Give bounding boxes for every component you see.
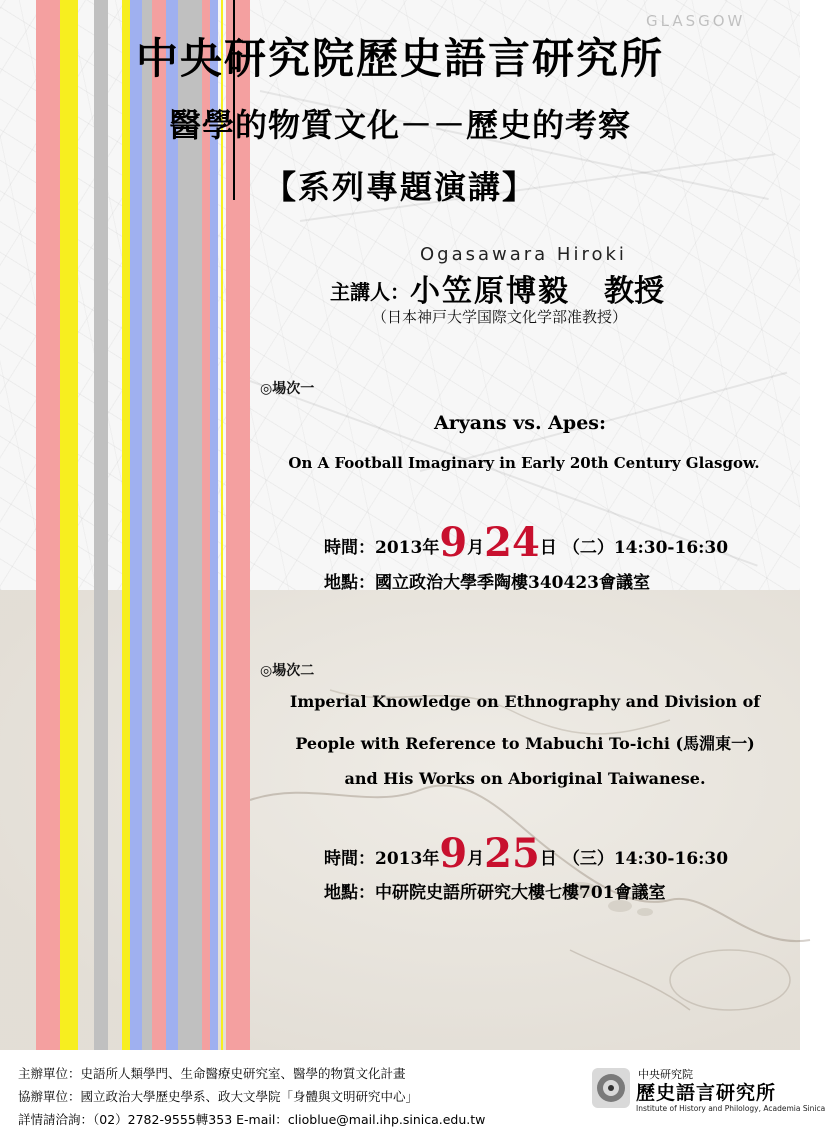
- map-city-label: GLASGOW: [646, 12, 746, 30]
- speaker-rank: 教授: [604, 274, 664, 309]
- institute-seal-icon: [590, 1064, 632, 1112]
- organizer-line: 主辦單位：史語所人類學門、生命醫療史研究室、醫學的物質文化計畫: [18, 1066, 406, 1081]
- decorative-stripe-yellow: [122, 0, 130, 1050]
- decorative-stripe-pink: [36, 0, 60, 1050]
- decorative-stripe-yellow: [221, 0, 223, 1050]
- session-2-title-line-1: Imperial Knowledge on Ethnography and Division of: [289, 692, 761, 711]
- session-1-venue: 地點：國立政治大學季陶樓340423會議室: [324, 573, 650, 593]
- decorative-stripe-gray: [178, 0, 202, 1050]
- decorative-stripe-yellow: [60, 0, 78, 1050]
- session-2-month: 9: [439, 830, 468, 877]
- session-2-day: 25: [484, 830, 540, 877]
- speaker-romanized-name: Ogasawara Hiroki: [420, 244, 627, 265]
- institute-logo: [590, 1062, 825, 1122]
- decorative-stripe-blue: [210, 0, 218, 1050]
- session-2-day-unit: 日: [539, 849, 557, 869]
- logo-institute-text: 歷史語言研究所: [636, 1082, 777, 1104]
- session-1-month-unit: 月: [467, 538, 485, 558]
- session-2-time: [324, 830, 729, 877]
- decorative-stripe-gray: [142, 0, 152, 1050]
- session-2-time-label: 時間：2013年: [324, 849, 440, 869]
- decorative-stripe-blue: [166, 0, 178, 1050]
- decorative-stripe-blue: [130, 0, 142, 1050]
- decorative-stripe-pink: [152, 0, 166, 1050]
- session-1-title-line-2: On A Football Imaginary in Early 20th Century Glasgow.: [288, 454, 760, 472]
- session-1-time: [324, 519, 729, 566]
- session-1-label: ◎場次一: [260, 381, 315, 397]
- decorative-stripe-pink: [202, 0, 210, 1050]
- session-2-weekday-time: （三）14:30-16:30: [562, 849, 729, 869]
- session-1-day-unit: 日: [539, 538, 557, 558]
- speaker-label: 主講人：: [330, 280, 410, 304]
- session-1-time-label: 時間：2013年: [324, 538, 440, 558]
- speaker-name: 小笠原博毅: [410, 274, 570, 309]
- logo-english-text: Institute of History and Philology, Academia Sinica: [636, 1104, 825, 1113]
- series-title: 【系列專題演講】: [263, 168, 536, 206]
- session-2-label: ◎場次二: [260, 663, 315, 679]
- session-2-month-unit: 月: [467, 849, 485, 869]
- speaker-line: [330, 266, 664, 310]
- contact-line: 詳情請洽詢：（02）2782-9555轉353 E-mail：clioblue@mail.ihp.sinica.edu.tw: [18, 1112, 486, 1127]
- session-2-title-line-2: People with Reference to Mabuchi To-ichi (馬淵東一): [295, 734, 755, 753]
- session-1-day: 24: [484, 519, 540, 566]
- session-2-title-line-3: and His Works on Aboriginal Taiwanese.: [344, 769, 706, 788]
- logo-academia-text: 中央研究院: [638, 1068, 693, 1081]
- session-1-weekday-time: （二）14:30-16:30: [562, 538, 729, 558]
- decorative-stripe-pink: [238, 0, 250, 1050]
- decorative-stripe-pink: [226, 0, 238, 1050]
- decorative-stripe-gray: [94, 0, 108, 1050]
- session-1-title-line-1: Aryans vs. Apes:: [433, 412, 607, 434]
- session-2-venue: 地點：中研院史語所研究大樓七樓701會議室: [324, 883, 666, 903]
- co-organizer-line: 協辦單位：國立政治大學歷史學系、政大文學院「身體與文明研究中心」: [18, 1089, 419, 1104]
- speaker-affiliation: （日本神戸大学国際文化学部准教授）: [372, 308, 628, 326]
- session-1-month: 9: [439, 519, 468, 566]
- project-title: 醫學的物質文化－－歷史的考察: [168, 106, 631, 144]
- institute-title: 中央研究院歷史語言研究所: [135, 34, 664, 83]
